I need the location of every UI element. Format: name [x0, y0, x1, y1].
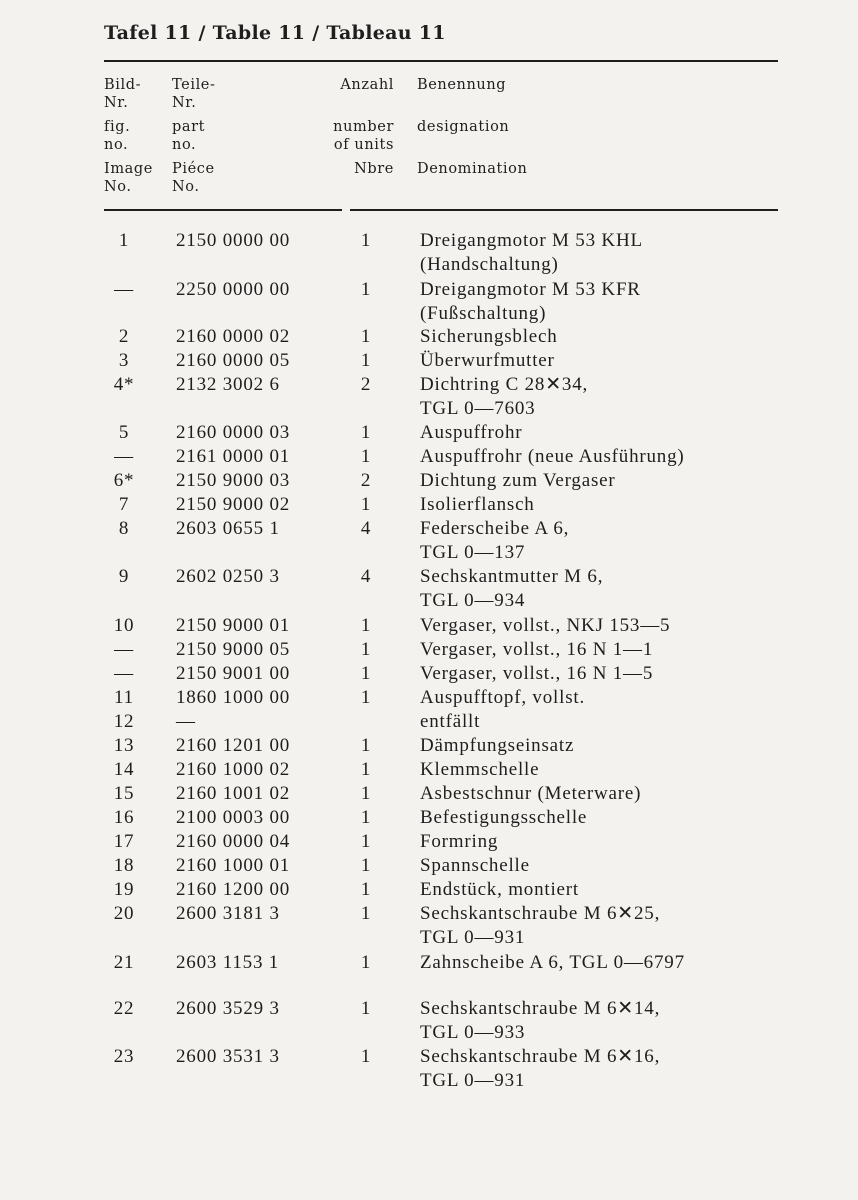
header-qty-de: Anzahl — [340, 77, 394, 93]
part-number: 2160 0000 04 — [176, 831, 291, 852]
fig-number: 5 — [118, 422, 130, 443]
designation: Formring — [420, 831, 499, 852]
header-part-fr: Piéce No. — [172, 161, 215, 195]
header-desc-fr: Denomination — [417, 161, 528, 177]
title-rule — [104, 60, 778, 62]
header-rule-left — [104, 209, 342, 211]
quantity: 1 — [360, 952, 372, 973]
designation: Dichtung zum Vergaser — [420, 470, 616, 491]
designation: entfällt — [420, 711, 481, 732]
quantity: 1 — [360, 1046, 372, 1067]
part-number: 2602 0250 3 — [176, 566, 280, 587]
designation: Federscheibe A 6, TGL 0—137 — [420, 518, 570, 563]
designation: Isolierflansch — [420, 494, 535, 515]
quantity: 1 — [360, 350, 372, 371]
fig-number: 21 — [113, 952, 135, 973]
designation: Dichtring C 28✕34, TGL 0—7603 — [420, 374, 589, 419]
header-desc-de: Benennung — [417, 77, 507, 93]
part-number: 2160 1000 01 — [176, 855, 291, 876]
designation: Vergaser, vollst., 16 N 1—5 — [420, 663, 654, 684]
fig-number: — — [114, 279, 134, 300]
quantity: 1 — [360, 831, 372, 852]
part-number: 2160 1200 00 — [176, 879, 291, 900]
fig-number: 6* — [113, 470, 135, 491]
quantity: 1 — [360, 807, 372, 828]
designation: Vergaser, vollst., 16 N 1—1 — [420, 639, 654, 660]
part-number: 2160 0000 05 — [176, 350, 291, 371]
header-row-de — [0, 76, 858, 118]
part-number: 2600 3181 3 — [176, 903, 280, 924]
designation: Auspuffrohr — [420, 422, 523, 443]
designation: Dreigangmotor M 53 KHL (Handschaltung) — [420, 230, 643, 275]
quantity: 1 — [360, 998, 372, 1019]
quantity: 1 — [360, 903, 372, 924]
part-number: 2160 1201 00 — [176, 735, 291, 756]
part-number: 2160 1001 02 — [176, 783, 291, 804]
fig-number: 10 — [113, 615, 135, 636]
quantity: 4 — [360, 518, 372, 539]
part-number: 2100 0003 00 — [176, 807, 291, 828]
fig-number: 4* — [113, 374, 135, 395]
designation: Sicherungsblech — [420, 326, 558, 347]
quantity: 1 — [360, 663, 372, 684]
fig-number: 19 — [113, 879, 135, 900]
fig-number: 7 — [118, 494, 130, 515]
fig-number: 11 — [114, 687, 134, 708]
designation: Sechskantschraube M 6✕14, TGL 0—933 — [420, 998, 661, 1043]
header-fig-en: fig. no. — [104, 119, 131, 153]
header-fig-de: Bild- Nr. — [104, 77, 142, 111]
fig-number: 14 — [113, 759, 135, 780]
part-number: 2160 0000 02 — [176, 326, 291, 347]
designation: Vergaser, vollst., NKJ 153—5 — [420, 615, 671, 636]
fig-number: 13 — [113, 735, 135, 756]
part-number: 2160 1000 02 — [176, 759, 291, 780]
header-fig-fr: Image No. — [104, 161, 153, 195]
header-qty-fr: Nbre — [354, 161, 394, 177]
fig-number: 22 — [113, 998, 135, 1019]
fig-number: 3 — [118, 350, 130, 371]
designation: Befestigungsschelle — [420, 807, 588, 828]
designation: Zahnscheibe A 6, TGL 0—6797 — [420, 952, 685, 973]
part-number: 2150 0000 00 — [176, 230, 291, 251]
header-part-de: Teile- Nr. — [172, 77, 216, 111]
designation: Sechskantschraube M 6✕25, TGL 0—931 — [420, 903, 661, 948]
header-part-en: part no. — [172, 119, 206, 153]
fig-number: 23 — [113, 1046, 135, 1067]
part-number: 2160 0000 03 — [176, 422, 291, 443]
part-number: 2603 0655 1 — [176, 518, 280, 539]
table-title: Tafel 11 / Table 11 / Tableau 11 — [104, 22, 446, 44]
quantity: 1 — [360, 446, 372, 467]
part-number: 2150 9000 05 — [176, 639, 291, 660]
designation: Sechskantmutter M 6, TGL 0—934 — [420, 566, 604, 611]
fig-number: 20 — [113, 903, 135, 924]
fig-number: 1 — [118, 230, 130, 251]
designation: Dreigangmotor M 53 KFR (Fußschaltung) — [420, 279, 641, 324]
header-row-fr — [0, 160, 858, 202]
fig-number: 15 — [113, 783, 135, 804]
fig-number: 18 — [113, 855, 135, 876]
designation: Auspufftopf, vollst. — [420, 687, 586, 708]
designation: Spannschelle — [420, 855, 530, 876]
quantity: 1 — [360, 279, 372, 300]
designation: Auspuffrohr (neue Ausführung) — [420, 446, 685, 467]
part-number: 2150 9000 01 — [176, 615, 291, 636]
fig-number: — — [114, 663, 134, 684]
quantity: 1 — [360, 639, 372, 660]
quantity: 1 — [360, 687, 372, 708]
part-number: 2600 3531 3 — [176, 1046, 280, 1067]
part-number: 2250 0000 00 — [176, 279, 291, 300]
fig-number: 16 — [113, 807, 135, 828]
quantity: 2 — [360, 470, 372, 491]
quantity: 1 — [360, 735, 372, 756]
designation: Überwurfmutter — [420, 350, 555, 371]
quantity: 1 — [360, 879, 372, 900]
part-number: 2150 9000 02 — [176, 494, 291, 515]
designation: Endstück, montiert — [420, 879, 579, 900]
header-rule-right — [350, 209, 778, 211]
fig-number: 2 — [118, 326, 130, 347]
quantity: 1 — [360, 783, 372, 804]
designation: Sechskantschraube M 6✕16, TGL 0—931 — [420, 1046, 661, 1091]
part-number: 2150 9001 00 — [176, 663, 291, 684]
quantity: 1 — [360, 855, 372, 876]
header-row-en — [0, 118, 858, 160]
part-number: 2603 1153 1 — [176, 952, 280, 973]
designation: Asbestschnur (Meterware) — [420, 783, 642, 804]
header-qty-en: number of units — [333, 119, 394, 153]
part-number: 2600 3529 3 — [176, 998, 280, 1019]
quantity: 1 — [360, 230, 372, 251]
part-number: 2150 9000 03 — [176, 470, 291, 491]
fig-number: — — [114, 639, 134, 660]
designation: Dämpfungseinsatz — [420, 735, 575, 756]
part-number: — — [176, 711, 196, 732]
part-number: 2161 0000 01 — [176, 446, 291, 467]
fig-number: — — [114, 446, 134, 467]
designation: Klemmschelle — [420, 759, 540, 780]
header-desc-en: designation — [417, 119, 510, 135]
part-number: 1860 1000 00 — [176, 687, 291, 708]
fig-number: 8 — [118, 518, 130, 539]
fig-number: 9 — [118, 566, 130, 587]
quantity: 1 — [360, 494, 372, 515]
quantity: 4 — [360, 566, 372, 587]
fig-number: 17 — [113, 831, 135, 852]
quantity: 1 — [360, 615, 372, 636]
fig-number: 12 — [113, 711, 135, 732]
quantity: 1 — [360, 759, 372, 780]
part-number: 2132 3002 6 — [176, 374, 280, 395]
quantity: 1 — [360, 326, 372, 347]
quantity: 1 — [360, 422, 372, 443]
quantity: 2 — [360, 374, 372, 395]
